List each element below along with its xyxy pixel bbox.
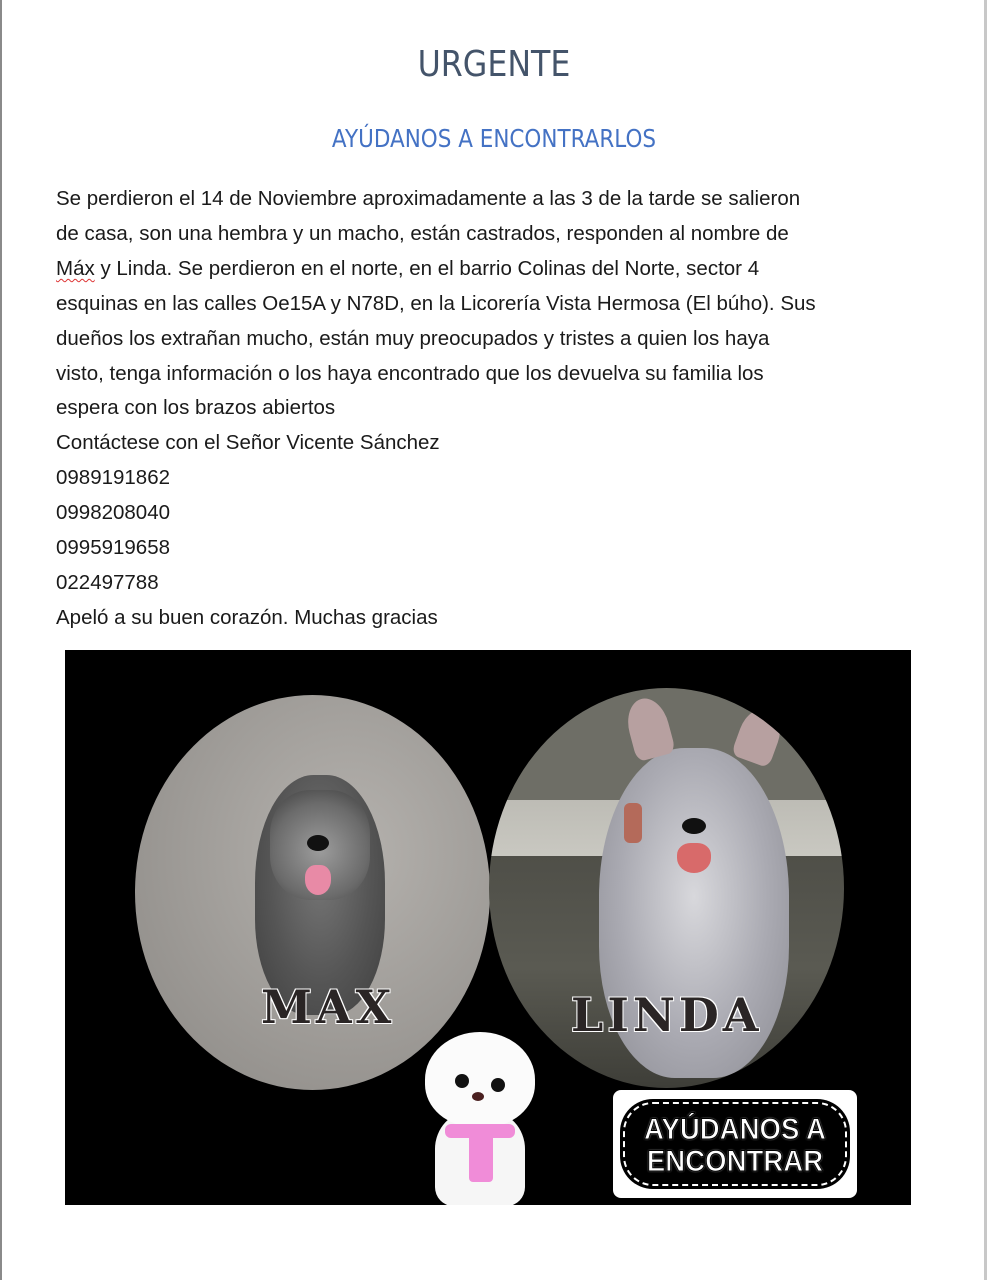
help-us-find-stamp: [613, 1090, 857, 1198]
document-title: URGENTE: [417, 44, 571, 85]
linda-dog-tongue: [677, 843, 711, 873]
max-dog-nose: [307, 835, 329, 851]
lost-dogs-poster-image: [65, 650, 911, 1205]
paragraph-line: esquinas en las calles Oe15A y N78D, en la Licorería Vista Hermosa (El búho). Sus: [56, 291, 816, 315]
paragraph-line: dueños los extrañan mucho, están muy preocupados y tristes a quien los haya: [56, 326, 770, 350]
puppy-eye: [491, 1078, 505, 1092]
document-body: [56, 182, 956, 636]
puppy-head: [425, 1032, 535, 1127]
pink-ribbon-icon: [469, 1132, 493, 1182]
paragraph-line: espera con los brazos abiertos: [56, 396, 336, 420]
paragraph-line: visto, tenga información o los haya encontrado que los devuelva su familia los: [56, 361, 764, 385]
stamp-text-line: ENCONTRAR: [646, 1145, 824, 1178]
paragraph-line: [56, 252, 956, 287]
phone-number: 0995919658: [56, 536, 171, 560]
puppy-eye: [455, 1074, 469, 1088]
puppy-nose: [472, 1092, 484, 1101]
contact-label: Contáctese con el Señor Vicente Sánchez: [56, 431, 440, 455]
document-subtitle: AYÚDANOS A ENCONTRARLOS: [331, 124, 657, 153]
paragraph-line: de casa, son una hembra y un macho, están castrados, responden al nombre de: [56, 221, 789, 245]
linda-dog-nose: [682, 818, 706, 834]
spellcheck-flagged-word[interactable]: Máx: [56, 256, 95, 280]
dog-name-max: MAX: [261, 980, 396, 1034]
max-dog-tongue: [305, 865, 331, 895]
paragraph-line: Se perdieron el 14 de Noviembre aproximadamente a las 3 de la tarde se salieron: [56, 187, 801, 210]
white-puppy-mascot-icon: [417, 1026, 542, 1205]
phone-number: 0989191862: [56, 466, 171, 490]
dog-name-linda: LINDA: [571, 988, 763, 1042]
paragraph-line-text: y Linda. Se perdieron en el norte, en el barrio Colinas del Norte, sector 4: [100, 256, 760, 280]
linda-dog-ear: [622, 694, 676, 762]
linda-dog-ear: [731, 703, 787, 768]
phone-number: 022497788: [56, 570, 159, 594]
page-border-left: [0, 0, 2, 1280]
phone-number: 0998208040: [56, 501, 171, 525]
linda-dog-collar: [624, 803, 642, 843]
closing-line: Apeló a su buen corazón. Muchas gracias: [56, 605, 438, 629]
stamp-text-line: AYÚDANOS A: [644, 1113, 826, 1146]
page-border-right: [984, 0, 987, 1280]
